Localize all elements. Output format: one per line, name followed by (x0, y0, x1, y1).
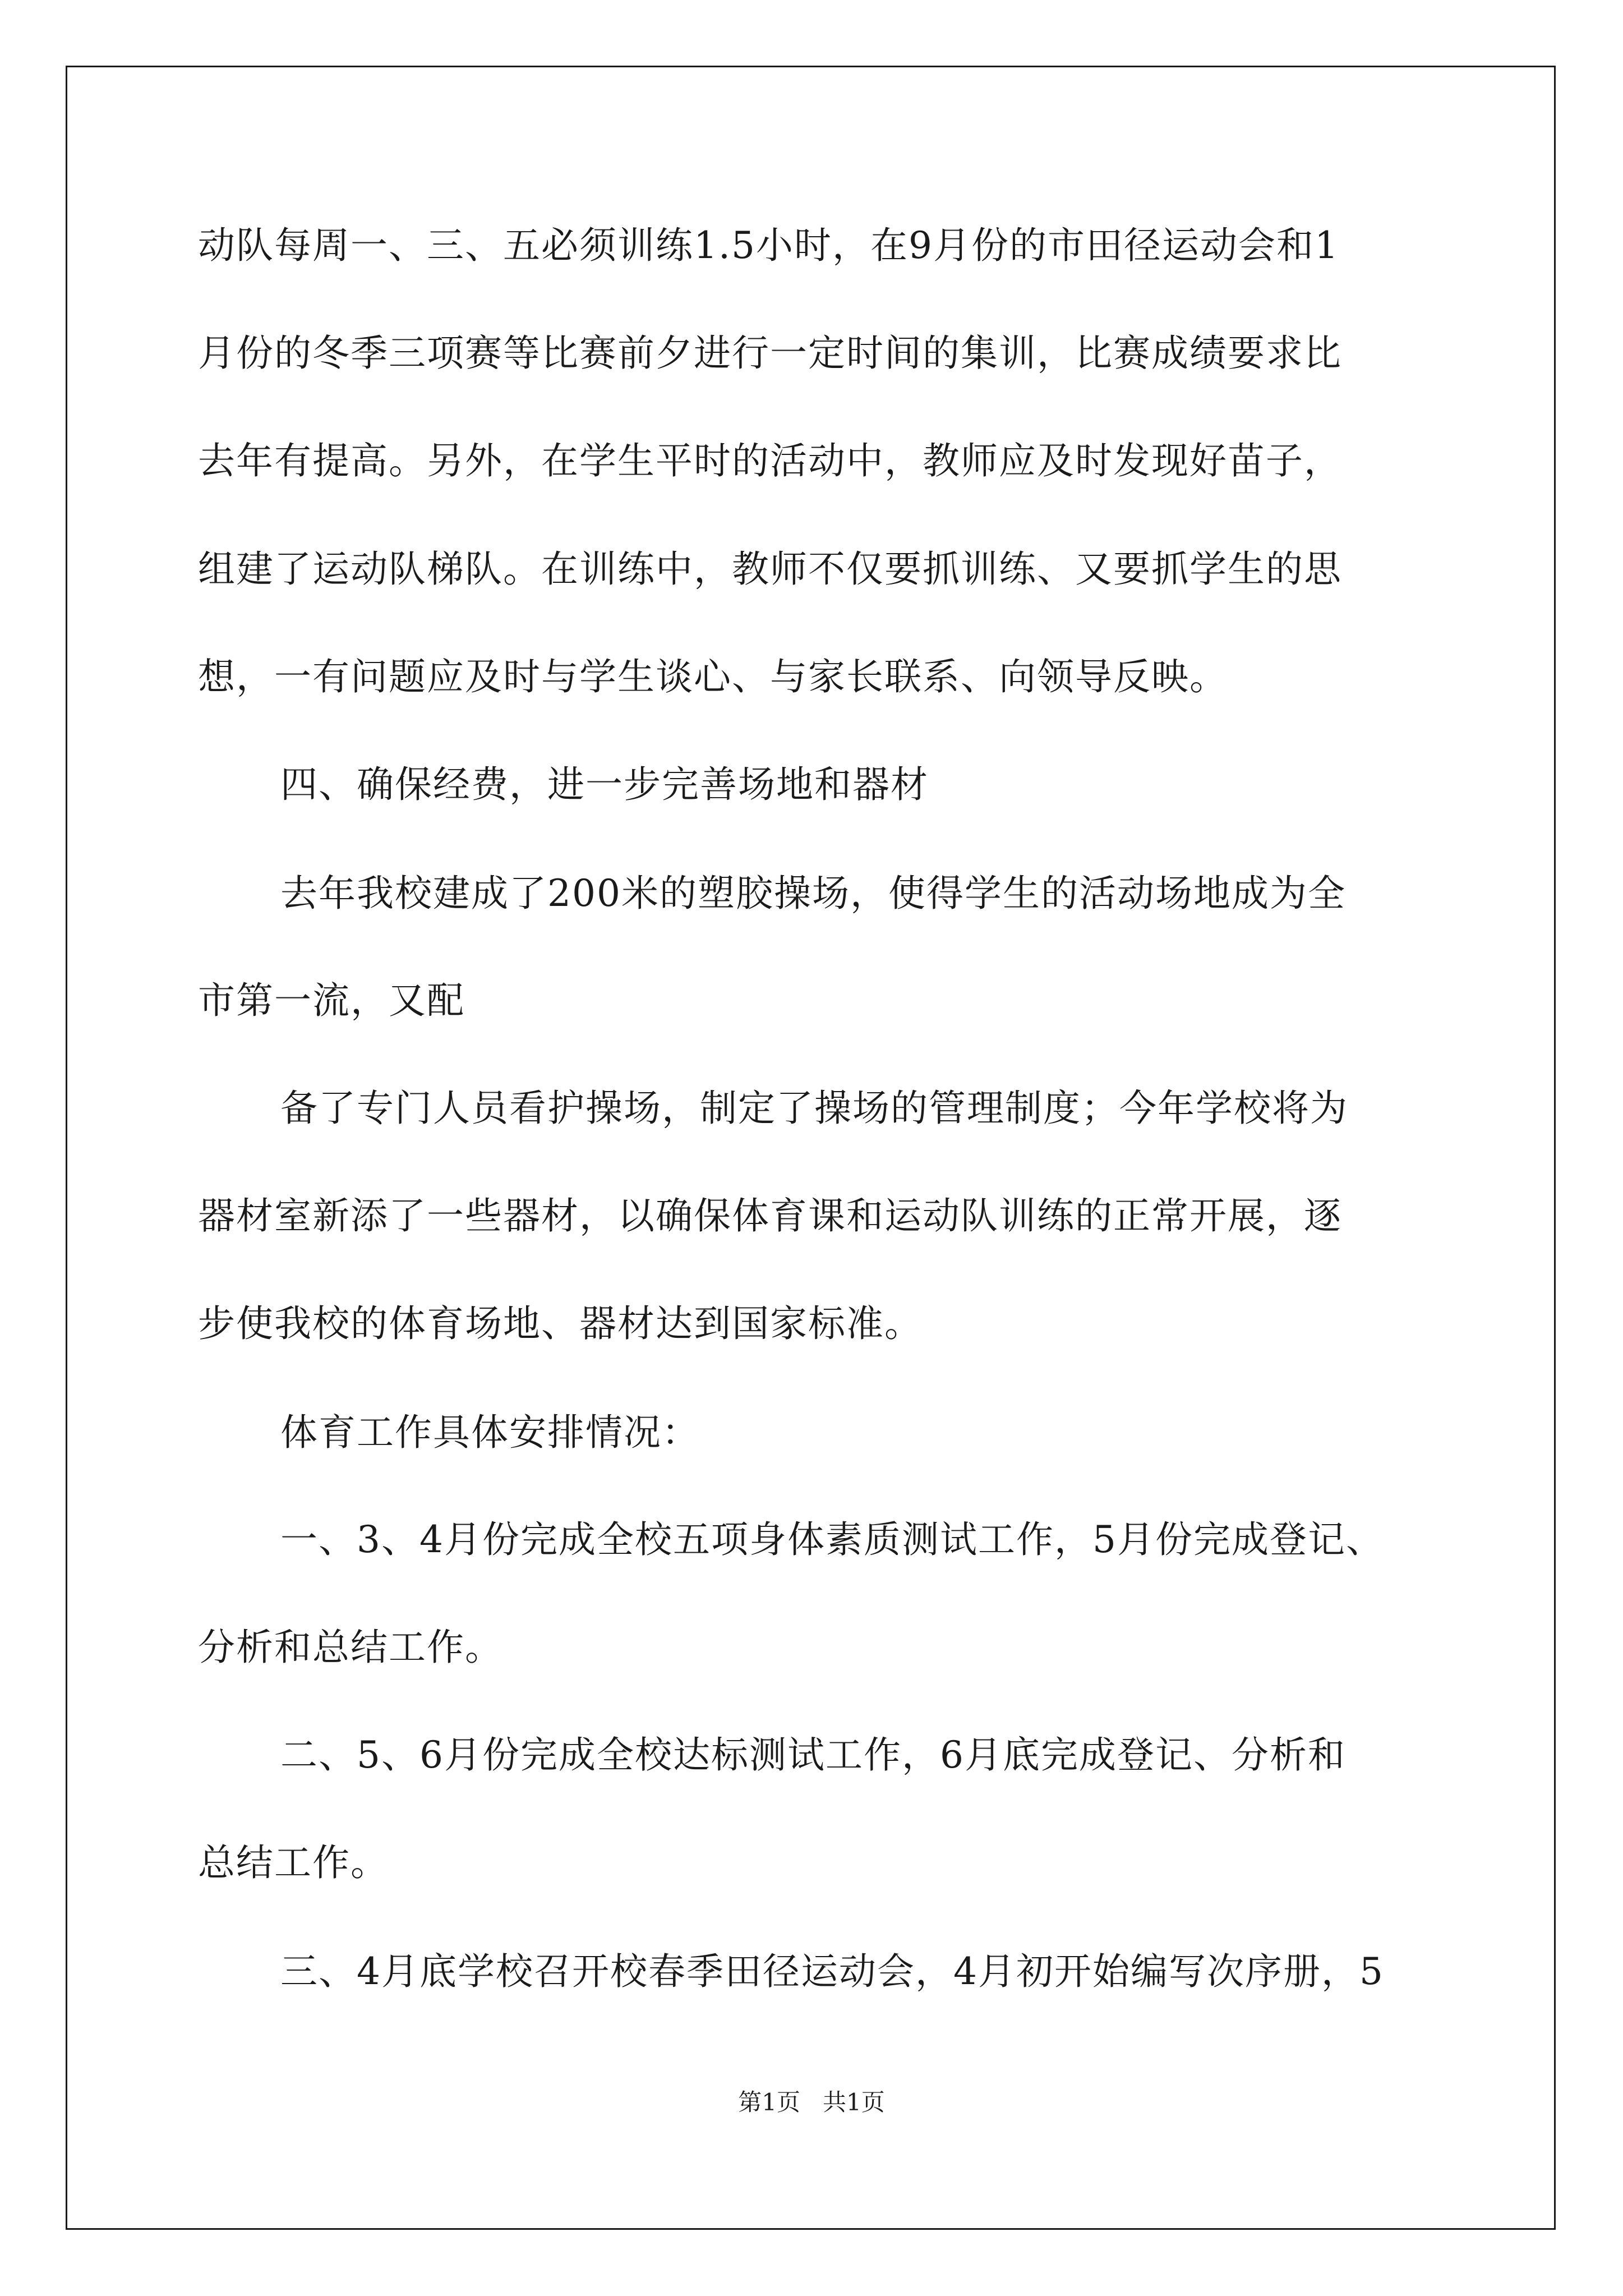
body-line-9: 备了专门人员看护操场，制定了操场的管理制度；今年学校将为 (280, 1087, 1348, 1130)
body-line-5: 想，一有问题应及时与学生谈心、与家长联系、向领导反映。 (198, 655, 1228, 698)
body-line-10: 器材室新添了一些器材，以确保体育课和运动队训练的正常开展，逐 (198, 1194, 1342, 1237)
body-line-3: 去年有提高。另外，在学生平时的活动中，教师应及时发现好苗子， (198, 439, 1342, 482)
body-line-2: 月份的冬季三项赛等比赛前夕进行一定时间的集训，比赛成绩要求比 (198, 332, 1342, 375)
body-line-7: 去年我校建成了200米的塑胶操场，使得学生的活动场地成为全 (280, 872, 1346, 915)
body-line-14: 分析和总结工作。 (198, 1626, 503, 1669)
body-line-17: 三、4月底学校召开校春季田径运动会，4月初开始编写次序册，5 (280, 1950, 1384, 1993)
body-line-15: 二、5、6月份完成全校达标测试工作，6月底完成登记、分析和 (280, 1733, 1346, 1777)
body-line-8: 市第一流，又配 (198, 979, 465, 1022)
body-line-13: 一、3、4月份完成全校五项身体素质测试工作，5月份完成登记、 (280, 1518, 1384, 1561)
body-line-1: 动队每周一、三、五必须训练1.5小时，在9月份的市田径运动会和1 (198, 224, 1339, 267)
body-line-16: 总结工作。 (198, 1841, 389, 1884)
section-heading-4: 四、确保经费，进一步完善场地和器材 (280, 763, 929, 806)
subheading-arrangement: 体育工作具体安排情况： (280, 1411, 700, 1454)
body-line-11: 步使我校的体育场地、器材达到国家标准。 (198, 1302, 923, 1345)
page-border (66, 66, 1556, 2230)
body-line-4: 组建了运动队梯队。在训练中，教师不仅要抓训练、又要抓学生的思 (198, 547, 1342, 591)
page-number-footer: 第1页 共1页 (738, 2088, 885, 2116)
